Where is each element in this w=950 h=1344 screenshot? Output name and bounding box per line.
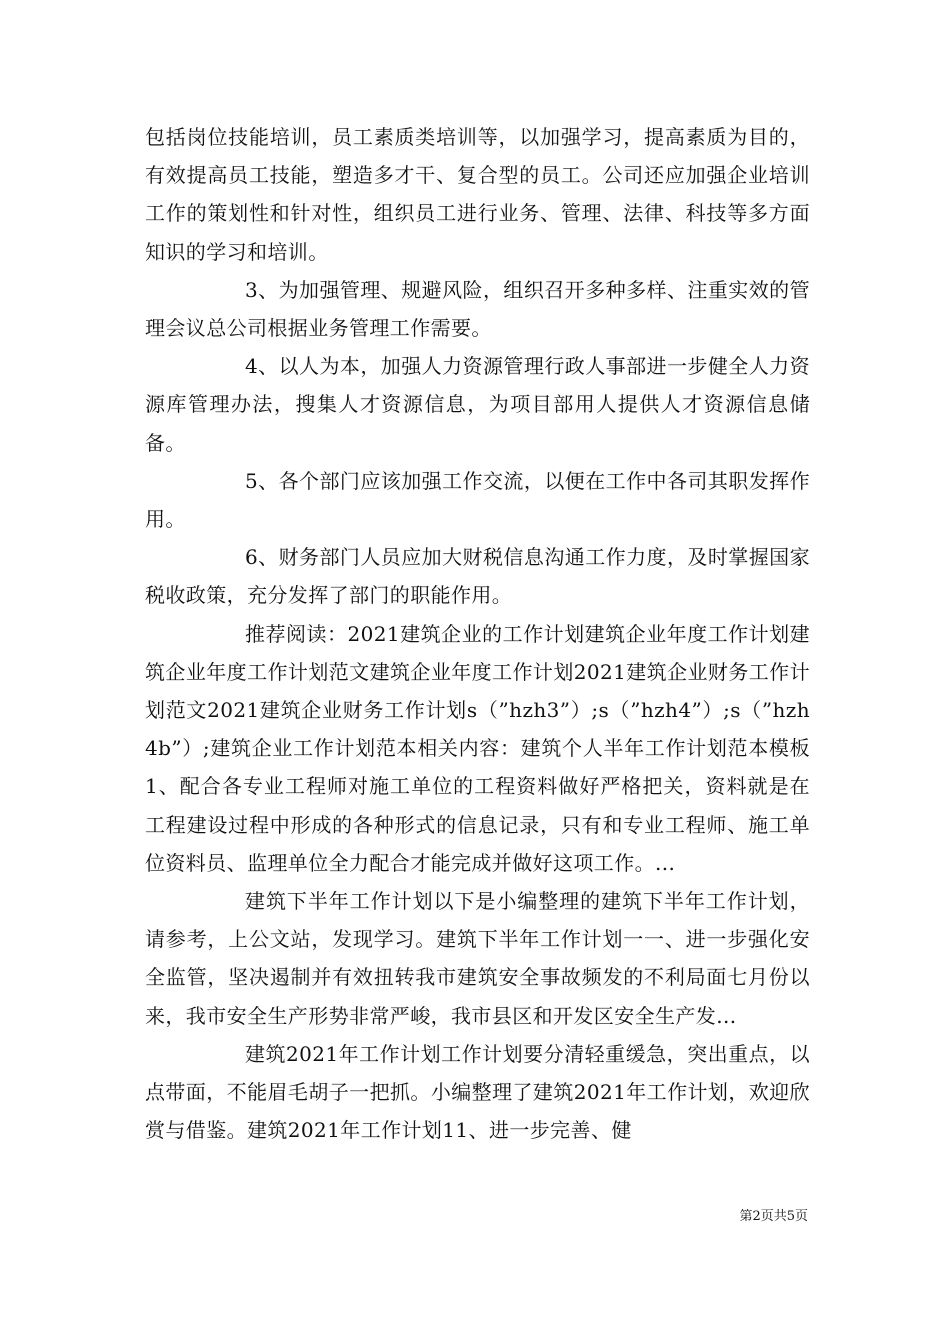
- page-number-footer: 第2页共5页: [739, 1209, 808, 1224]
- paragraph-item-6: 6、财务部门人员应加大财税信息沟通工作力度，及时掌握国家税收政策，充分发挥了部门的职能作用。: [145, 545, 810, 608]
- paragraph-item-4: 4、以人为本，加强人力资源管理行政人事部进一步健全人力资源库管理办法，搜集人才资源信息，为项目部用人提供人才资源信息储备。: [145, 354, 810, 455]
- document-body: [145, 118, 810, 1149]
- paragraph-2021-plan: 建筑2021年工作计划工作计划要分清轻重缓急，突出重点，以点带面，不能眉毛胡子一把抓。小编整理了建筑2021年工作计划，欢迎欣赏与借鉴。建筑2021年工作计划11、进一步完善、健: [145, 1041, 810, 1143]
- paragraph-second-half-plan: 建筑下半年工作计划以下是小编整理的建筑下半年工作计划，请参考，上公文站，发现学习。建筑下半年工作计划一一、进一步强化安全监管，坚决遏制并有效扭转我市建筑安全事故频发的不利局面七月份以来，我市安全生产形势非常严峻，我市县区和开发区安全生产发...: [145, 889, 810, 1028]
- paragraph-training: 包括岗位技能培训，员工素质类培训等，以加强学习，提高素质为目的，有效提高员工技能，塑造多才干、复合型的员工。公司还应加强企业培训工作的策划性和针对性，组织员工进行业务、管理、法律、科技等多方面知识的学习和培训。: [145, 125, 810, 264]
- paragraph-recommended-reading: 推荐阅读：2021建筑企业的工作计划建筑企业年度工作计划建筑企业年度工作计划范文建筑企业年度工作计划2021建筑企业财务工作计划范文2021建筑企业财务工作计划s（”hzh3”）;s（”hzh4”）;s（”hzh4b”）;建筑企业工作计划范本相关内容：建筑个人半年工作计划范本模板1、配合各专业工程师对施工单位的工程资料做好严格把关，资料就是在工程建设过程中形成的各种形式的信息记录，只有和专业工程师、施工单位资料员、监理单位全力配合才能完成并做好这项工作。...: [145, 621, 810, 875]
- paragraph-item-5: 5、各个部门应该加强工作交流，以便在工作中各司其职发挥作用。: [145, 468, 810, 532]
- paragraph-item-3: 3、为加强管理、规避风险，组织召开多种多样、注重实效的管理会议总公司根据业务管理工作需要。: [145, 277, 810, 341]
